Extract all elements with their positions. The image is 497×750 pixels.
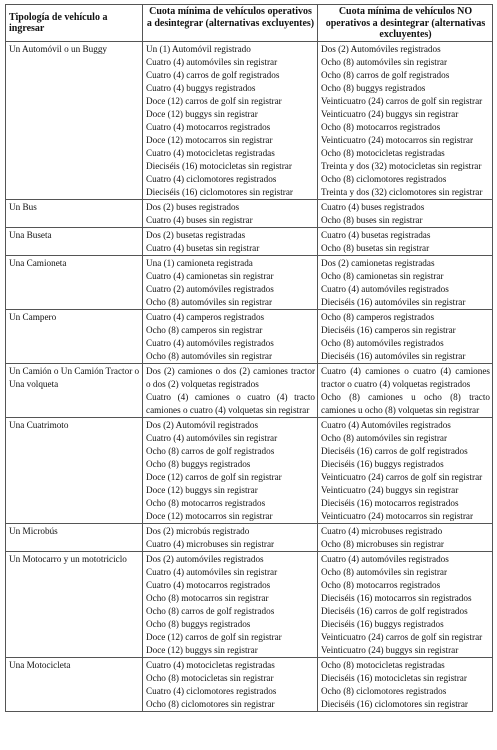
operative-quota-cell <box>143 551 318 657</box>
vehicle-type-cell: Una Motocicleta <box>6 657 143 711</box>
operative-quota-cell <box>143 41 318 199</box>
operative-quota-cell <box>143 255 318 309</box>
quota-option: Ocho (8) microbuses sin registrar <box>321 538 444 549</box>
non-operative-quota-cell <box>318 255 493 309</box>
quota-option: Ocho (8) motocarros sin registrar <box>146 592 269 603</box>
non-operative-quota-cell <box>318 199 493 227</box>
quota-option: Cuatro (4) automóviles registrados <box>321 553 449 564</box>
quota-option: Ocho (8) busetas sin registrar <box>321 242 430 253</box>
quota-option: Dieciséis (16) ciclomotores sin registrar <box>146 186 293 197</box>
quota-option: Veinticuatro (24) carros de golf sin registrar <box>321 95 483 106</box>
quota-option: Treinta y dos (32) motocicletas sin registrar <box>321 160 482 171</box>
quota-option: Ocho (8) automóviles sin registrar <box>321 56 448 67</box>
quota-option: Dos (2) microbús registrado <box>146 525 250 536</box>
operative-quota-cell <box>143 657 318 711</box>
vehicle-type-cell: Un Motocarro y un mototriciclo <box>6 551 143 657</box>
quota-option: Dos (2) buses registrados <box>146 201 240 212</box>
table-header-row <box>6 5 493 42</box>
quota-option: Ocho (8) buggys registrados <box>146 618 251 629</box>
header-non-operative-quota: Cuota mínima de vehículos NO operativos a desintegrar (alternativas excluyentes) <box>318 5 493 42</box>
quota-option: Veinticuatro (24) carros de golf sin registrar <box>321 471 483 482</box>
non-operative-quota-cell <box>318 417 493 523</box>
operative-quota-cell <box>143 309 318 363</box>
vehicle-type-cell: Un Campero <box>6 309 143 363</box>
quota-option: Ocho (8) carros de golf registrados <box>321 69 450 80</box>
quota-option: Cuatro (4) camiones o cuatro (4) camiones tractor o cuatro (4) volquetas registrados <box>321 365 490 389</box>
vehicle-type-cell: Un Microbús <box>6 523 143 551</box>
quota-option: Dieciséis (16) motocarros registrados <box>321 497 459 508</box>
table-row <box>6 363 493 417</box>
header-vehicle-type: Tipología de vehículo a ingresar <box>6 5 143 42</box>
quota-option: Ocho (8) motocarros registrados <box>321 579 441 590</box>
quota-option: Veinticuatro (24) buggys sin registrar <box>321 108 459 119</box>
quota-option: Cuatro (4) busetas registradas <box>321 229 431 240</box>
quota-option: Ocho (8) ciclomotores registrados <box>321 685 447 696</box>
quota-option: Dos (2) camiones o dos (2) camiones tractor o dos (2) volquetas registrados <box>146 365 315 389</box>
quota-option: Ocho (8) motocicletas sin registrar <box>146 672 274 683</box>
table-body <box>6 41 493 711</box>
quota-option: Ocho (8) ciclomotores sin registrar <box>146 698 275 709</box>
quota-option: Dos (2) Automóvil registrados <box>146 419 259 430</box>
quota-option: Cuatro (4) ciclomotores registrados <box>146 685 277 696</box>
quota-option: Dieciséis (16) automóviles sin registrar <box>321 296 466 307</box>
quota-option: Ocho (8) automóviles sin registrar <box>321 566 448 577</box>
quota-option: Ocho (8) automóviles sin registrar <box>146 350 273 361</box>
quota-option: Ocho (8) carros de golf registrados <box>146 605 275 616</box>
operative-quota-cell <box>143 363 318 417</box>
vehicle-type-cell: Un Bus <box>6 199 143 227</box>
quota-option: Ocho (8) buggys registrados <box>321 82 426 93</box>
quota-option: Dieciséis (16) buggys registrados <box>321 458 444 469</box>
quota-option: Cuatro (4) motocarros registrados <box>146 121 271 132</box>
quota-option: Ocho (8) camiones u ocho (8) tracto camiones u ocho (8) volquetas sin registrar <box>321 391 490 415</box>
quota-option: Ocho (8) buses sin registrar <box>321 214 423 225</box>
vehicle-type-cell: Una Cuatrimoto <box>6 417 143 523</box>
quota-option: Dieciséis (16) motocicletas sin registrar <box>146 160 292 171</box>
quota-option: Dieciséis (16) ciclomotores sin registrar <box>321 698 468 709</box>
table-row <box>6 657 493 711</box>
quota-option: Cuatro (4) camiones o cuatro (4) tracto camiones o cuatro (4) volquetas sin registrar <box>146 391 315 415</box>
quota-option: Cuatro (4) busetas sin registrar <box>146 242 260 253</box>
quota-option: Ocho (8) camionetas sin registrar <box>321 270 444 281</box>
quota-option: Treinta y dos (32) ciclomotores sin registrar <box>321 186 483 197</box>
quota-option: Ocho (8) motocicletas registradas <box>321 147 445 158</box>
table-row <box>6 41 493 199</box>
non-operative-quota-cell <box>318 227 493 255</box>
operative-quota-cell <box>143 417 318 523</box>
operative-quota-cell <box>143 227 318 255</box>
table-row <box>6 309 493 363</box>
quota-option: Ocho (8) ciclomotores registrados <box>321 173 447 184</box>
quota-option: Doce (12) carros de golf sin registrar <box>146 95 282 106</box>
quota-option: Cuatro (4) Automóviles registrados <box>321 419 451 430</box>
quota-option: Cuatro (4) buggys registrados <box>146 82 256 93</box>
quota-option: Dos (2) busetas registradas <box>146 229 246 240</box>
quota-option: Un (1) Automóvil registrado <box>146 43 251 54</box>
quota-option: Ocho (8) motocarros registrados <box>321 121 441 132</box>
quota-option: Cuatro (4) microbuses sin registrar <box>146 538 275 549</box>
quota-option: Ocho (8) camperos registrados <box>321 311 435 322</box>
quota-option: Veinticuatro (24) carros de golf sin registrar <box>321 631 483 642</box>
quota-option: Cuatro (4) ciclomotores registrados <box>146 173 277 184</box>
quota-table-container <box>5 4 492 712</box>
table-row <box>6 255 493 309</box>
quota-option: Ocho (8) buggys registrados <box>146 458 251 469</box>
quota-option: Cuatro (4) microbuses registrado <box>321 525 443 536</box>
quota-option: Ocho (8) motocarros registrados <box>146 497 266 508</box>
quota-option: Cuatro (4) automóviles sin registrar <box>146 432 278 443</box>
quota-option: Cuatro (4) automóviles registrados <box>321 283 449 294</box>
quota-option: Cuatro (4) camionetas sin registrar <box>146 270 274 281</box>
vehicle-type-cell: Una Buseta <box>6 227 143 255</box>
quota-option: Doce (12) motocarros sin registrar <box>146 510 273 521</box>
quota-option: Doce (12) carros de golf sin registrar <box>146 631 282 642</box>
non-operative-quota-cell <box>318 309 493 363</box>
quota-option: Dos (2) automóviles registrados <box>146 553 264 564</box>
quota-option: Cuatro (4) automóviles registrados <box>146 337 274 348</box>
quota-option: Cuatro (4) motocarros registrados <box>146 579 271 590</box>
quota-option: Ocho (8) camperos sin registrar <box>146 324 263 335</box>
quota-option: Veinticuatro (24) buggys sin registrar <box>321 484 459 495</box>
quota-option: Ocho (8) automóviles registrados <box>321 337 444 348</box>
quota-option: Dos (2) camionetas registradas <box>321 257 435 268</box>
quota-option: Cuatro (4) automóviles sin registrar <box>146 566 278 577</box>
quota-option: Ocho (8) automóviles sin registrar <box>321 432 448 443</box>
quota-option: Veinticuatro (24) buggys sin registrar <box>321 644 459 655</box>
quota-option: Doce (12) buggys sin registrar <box>146 644 258 655</box>
quota-option: Cuatro (4) buses sin registrar <box>146 214 253 225</box>
quota-option: Doce (12) carros de golf sin registrar <box>146 471 282 482</box>
quota-option: Cuatro (4) motocicletas registradas <box>146 147 275 158</box>
quota-option: Dieciséis (16) carros de golf registrados <box>321 445 468 456</box>
table-row <box>6 417 493 523</box>
quota-option: Ocho (8) motocicletas registradas <box>321 659 445 670</box>
quota-option: Cuatro (4) automóviles sin registrar <box>146 56 278 67</box>
table-row <box>6 227 493 255</box>
quota-option: Dieciséis (16) buggys registrados <box>321 618 444 629</box>
quota-option: Dieciséis (16) automóviles sin registrar <box>321 350 466 361</box>
quota-option: Doce (12) buggys sin registrar <box>146 108 258 119</box>
quota-option: Ocho (8) automóviles sin registrar <box>146 296 273 307</box>
quota-option: Dieciséis (16) motocicletas sin registrar <box>321 672 467 683</box>
quota-option: Cuatro (4) carros de golf registrados <box>146 69 280 80</box>
quota-option: Doce (12) buggys sin registrar <box>146 484 258 495</box>
quota-option: Dieciséis (16) motocarros sin registrados <box>321 592 472 603</box>
quota-option: Cuatro (4) motocicletas registradas <box>146 659 275 670</box>
quota-option: Dieciséis (16) carros de golf registrados <box>321 605 468 616</box>
vehicle-type-cell: Un Automóvil o un Buggy <box>6 41 143 199</box>
quota-option: Doce (12) motocarros sin registrar <box>146 134 273 145</box>
operative-quota-cell <box>143 199 318 227</box>
quota-option: Cuatro (4) camperos registrados <box>146 311 265 322</box>
quota-option: Una (1) camioneta registrada <box>146 257 253 268</box>
header-operative-quota: Cuota mínima de vehículos operativos a desintegrar (alternativas excluyentes) <box>143 5 318 42</box>
non-operative-quota-cell <box>318 551 493 657</box>
quota-option: Dieciséis (16) camperos sin registrar <box>321 324 456 335</box>
non-operative-quota-cell <box>318 523 493 551</box>
quota-option: Cuatro (4) buses registrados <box>321 201 425 212</box>
vehicle-quota-table <box>5 4 493 712</box>
quota-option: Cuatro (2) automóviles registrados <box>146 283 274 294</box>
quota-option: Ocho (8) carros de golf registrados <box>146 445 275 456</box>
quota-option: Veinticuatro (24) motocarros sin registrar <box>321 510 474 521</box>
vehicle-type-cell: Un Camión o Un Camión Tractor o Una volqueta <box>6 363 143 417</box>
non-operative-quota-cell <box>318 657 493 711</box>
table-row <box>6 551 493 657</box>
non-operative-quota-cell <box>318 363 493 417</box>
operative-quota-cell <box>143 523 318 551</box>
quota-option: Veinticuatro (24) motocarros sin registrar <box>321 134 474 145</box>
quota-option: Dos (2) Automóviles registrados <box>321 43 441 54</box>
vehicle-type-cell: Una Camioneta <box>6 255 143 309</box>
table-row <box>6 199 493 227</box>
non-operative-quota-cell <box>318 41 493 199</box>
table-row <box>6 523 493 551</box>
